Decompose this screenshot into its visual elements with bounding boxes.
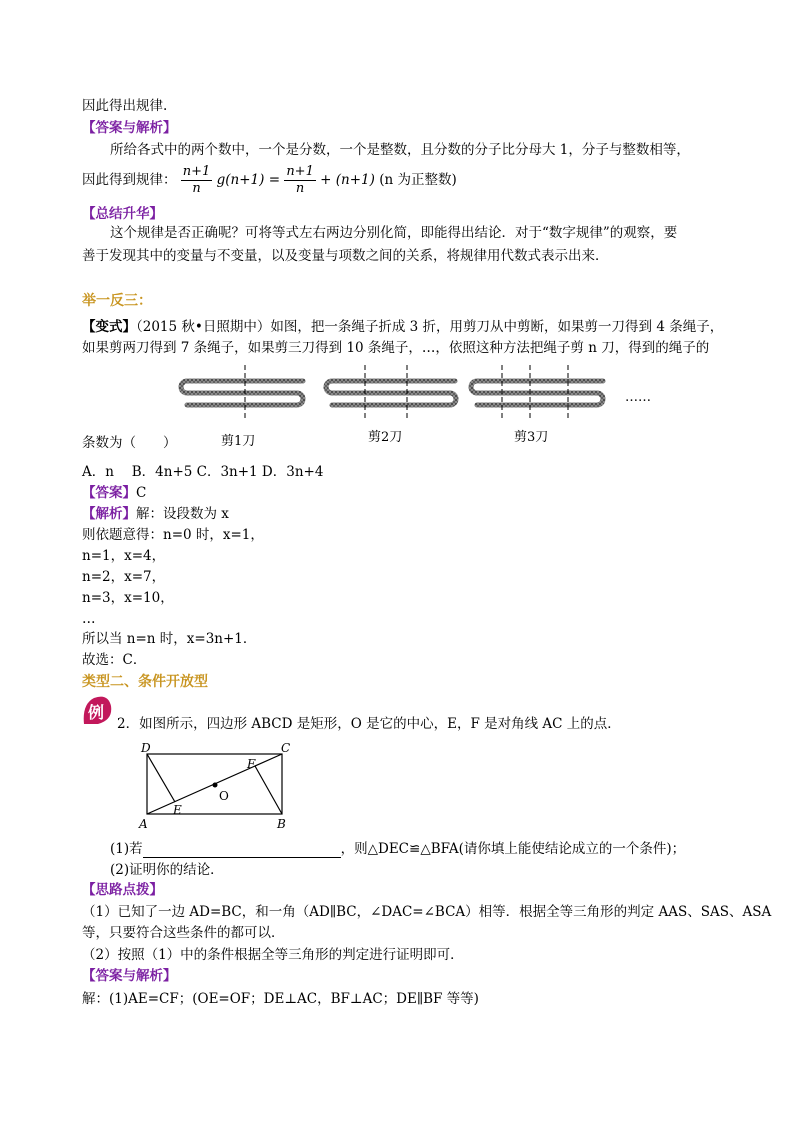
condition-line: (1)若 ，则△DEC≌△BFA(请你填上能使结论成立的一个条件)； bbox=[110, 841, 686, 857]
formula-suffix: (n 为正整数) bbox=[379, 172, 457, 188]
question-line: 条数为（ ） bbox=[82, 435, 177, 451]
fig-label: 剪1刀 bbox=[221, 434, 256, 449]
example-badge bbox=[80, 694, 114, 728]
fig-label: 剪3刀 bbox=[514, 430, 549, 445]
formula-line bbox=[82, 160, 457, 200]
options: A．n B．4n+5 C．3n+1 D．3n+4 bbox=[82, 464, 324, 480]
fig-label: 剪2刀 bbox=[368, 430, 403, 445]
analysis-line: … bbox=[82, 611, 96, 627]
formula-prefix: 因此得到规律： bbox=[82, 172, 177, 188]
section-heading: 举一反三： bbox=[82, 293, 152, 309]
analysis-line: 所以当 n=n 时，x=3n+1． bbox=[82, 631, 257, 647]
svg-text:O: O bbox=[219, 789, 229, 803]
analysis-line: 故选：C． bbox=[82, 652, 147, 668]
rectangle-figure bbox=[135, 740, 305, 832]
analysis-line: n=3，x=10， bbox=[82, 590, 174, 606]
rope-3 bbox=[471, 381, 603, 405]
answer-tag: 【答案与解析】 bbox=[82, 968, 177, 984]
analysis-line: n=1，x=4， bbox=[82, 548, 166, 564]
question-line: 如果剪两刀得到 7 条绳子，如果剪三刀得到 10 条绳子，…，依照这种方法把绳子剪 n 刀，得到的绳子的 bbox=[82, 340, 710, 356]
ellipsis: …… bbox=[625, 390, 651, 405]
question-line: 【变式】（2015 秋•日照期中）如图，把一条绳子折成 3 折，用剪刀从中剪断，如果剪一刀得到 4 条绳子， bbox=[82, 319, 724, 335]
think-line: （2）按照（1）中的条件根据全等三角形的判定进行证明即可． bbox=[82, 947, 464, 963]
final-answer: 解：(1)AE=CF；(OE=OF；DE⊥AC，BF⊥AC；DE∥BF 等等) bbox=[82, 991, 479, 1007]
answer-tag: 【答案与解析】 bbox=[82, 120, 177, 136]
answer-blank[interactable] bbox=[143, 843, 341, 858]
rope-2 bbox=[326, 381, 456, 405]
think-line: （1）已知了一边 AD=BC，和一角（AD∥BC，∠DAC=∠BCA）相等．根据全等三角形的判定 AAS、SAS、ASA bbox=[82, 904, 772, 920]
rope-figure bbox=[175, 355, 665, 450]
text-line: 善于发现其中的变量与不变量，以及变量与项数之间的关系，将规律用代数式表示出来． bbox=[82, 248, 609, 264]
analysis-line: 则依题意得：n=0 时，x=1， bbox=[82, 527, 264, 543]
svg-text:D: D bbox=[141, 741, 151, 755]
problem-text: 2．如图所示，四边形 ABCD 是矩形，O 是它的中心，E，F 是对角线 AC 上的点． bbox=[117, 716, 621, 732]
fraction: $\frac{n+1}{n}$ bbox=[182, 164, 211, 196]
analysis-line: 【解析】解：设段数为 x bbox=[82, 506, 229, 522]
text-line: 这个规律是否正确呢？可将等式左右两边分别化简，即能得出结论．对于“数字规律”的观察，要 bbox=[110, 225, 678, 241]
text-line: 因此得出规律. bbox=[82, 98, 168, 114]
variant-tag: 【变式】 bbox=[82, 319, 136, 335]
summary-tag: 【总结升华】 bbox=[82, 206, 163, 222]
svg-text:例: 例 bbox=[88, 703, 105, 722]
svg-text:A: A bbox=[139, 817, 148, 831]
formula-mid: g(n+1) = bbox=[216, 172, 281, 188]
svg-text:E: E bbox=[173, 803, 182, 817]
think-line: 等，只要符合这些条件的都可以． bbox=[82, 925, 285, 941]
formula-end: + (n+1) bbox=[320, 172, 375, 188]
text-line: 所给各式中的两个数中，一个是分数，一个是整数，且分数的分子比分母大 1，分子与整数相等， bbox=[110, 142, 690, 158]
fraction: $\frac{n+1}{n}$ bbox=[286, 164, 314, 196]
svg-text:B: B bbox=[277, 817, 286, 831]
answer-line: 【答案】C bbox=[82, 485, 147, 501]
analysis-line: n=2，x=7， bbox=[82, 569, 166, 585]
rope-1 bbox=[181, 381, 303, 405]
type-heading: 类型二、条件开放型 bbox=[82, 674, 208, 690]
svg-text:C: C bbox=[281, 741, 291, 755]
think-tag: 【思路点拨】 bbox=[82, 882, 163, 898]
condition-line: (2)证明你的结论． bbox=[110, 862, 224, 878]
svg-text:F: F bbox=[247, 757, 256, 771]
